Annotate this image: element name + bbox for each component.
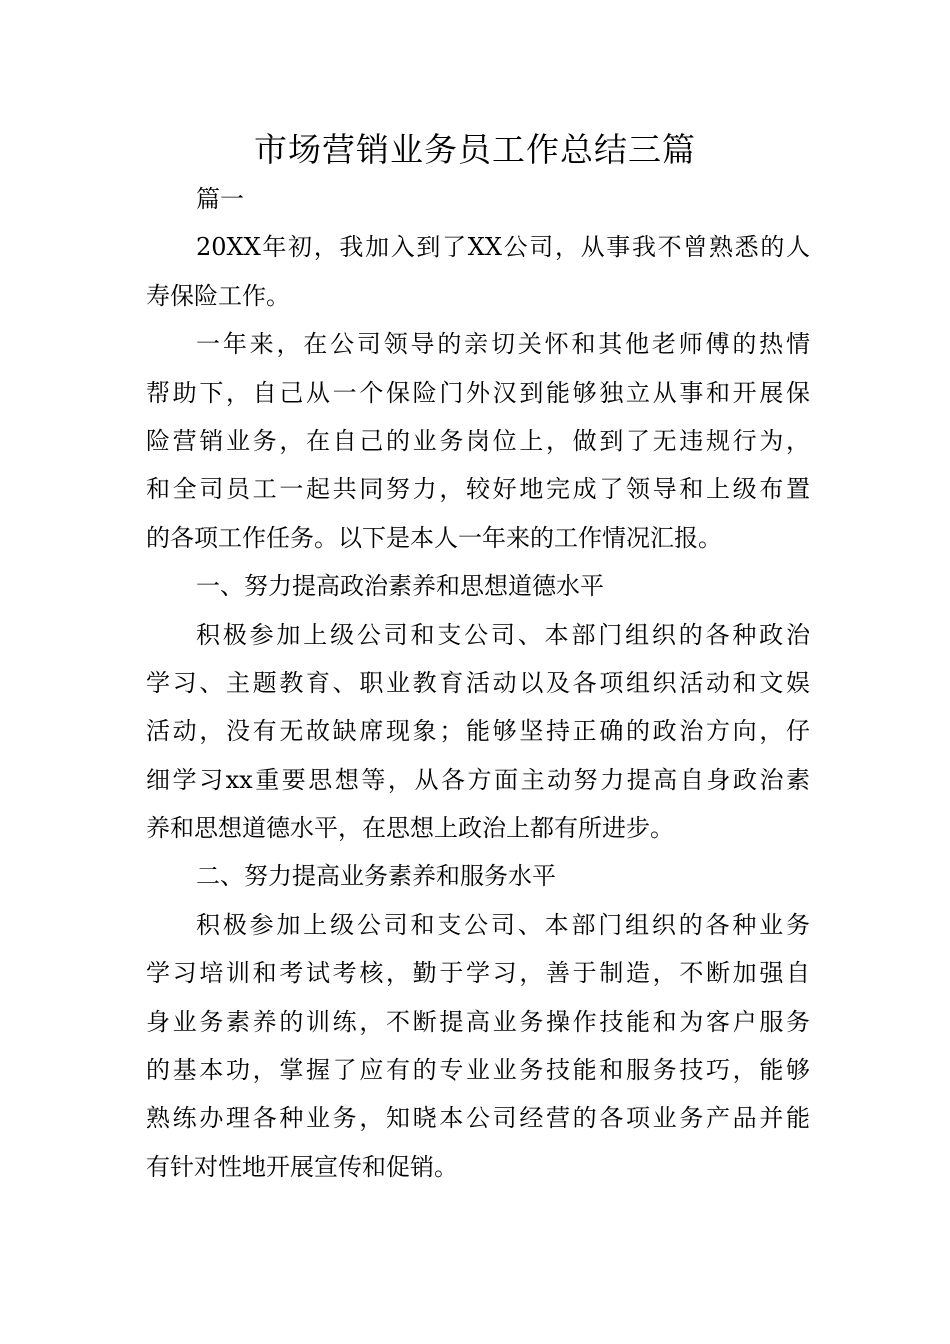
text-line: 二、努力提高业务素养和服务水平	[196, 862, 556, 891]
text-line: 熟练办理各种业务，知晓本公司经营的各项业务产品并能	[146, 1104, 810, 1133]
text-line: 积极参加上级公司和支公司、本部门组织的各种业务	[196, 910, 810, 939]
text-line: 一、努力提高政治素养和思想道德水平	[196, 572, 604, 601]
text-line: 寿保险工作。	[146, 281, 290, 310]
document-title: 市场营销业务员工作总结三篇	[254, 130, 696, 169]
text-line: 的各项工作任务。以下是本人一年来的工作情况汇报。	[146, 523, 722, 552]
text-line: 身业务素养的训练，不断提高业务操作技能和为客户服务	[146, 1007, 810, 1036]
document-body	[146, 175, 810, 1191]
text-line: 险营销业务，在自己的业务岗位上，做到了无违规行为，	[146, 426, 810, 455]
text-line: 学习培训和考试考核，勤于学习，善于制造，不断加强自	[146, 959, 810, 988]
text-line: 帮助下，自己从一个保险门外汉到能够独立从事和开展保	[146, 378, 810, 407]
text-line: 积极参加上级公司和支公司、本部门组织的各种政治	[196, 620, 810, 649]
text-line: 20XX年初，我加入到了XX公司，从事我不曾熟悉的人	[196, 233, 810, 262]
text-line: 细学习xx重要思想等，从各方面主动努力提高自身政治素	[146, 765, 810, 794]
text-line: 有针对性地开展宣传和促销。	[146, 1152, 458, 1181]
text-line: 和全司员工一起共同努力，较好地完成了领导和上级布置	[146, 475, 810, 504]
text-line: 一年来，在公司领导的亲切关怀和其他老师傅的热情	[196, 330, 810, 359]
text-line: 活动，没有无故缺席现象；能够坚持正确的政治方向，仔	[146, 717, 810, 746]
text-line: 学习、主题教育、职业教育活动以及各项组织活动和文娱	[146, 668, 810, 697]
text-line: 篇一	[196, 185, 244, 213]
text-line: 的基本功，掌握了应有的专业业务技能和服务技巧，能够	[146, 1056, 810, 1085]
text-line: 养和思想道德水平，在思想上政治上都有所进步。	[146, 814, 674, 843]
